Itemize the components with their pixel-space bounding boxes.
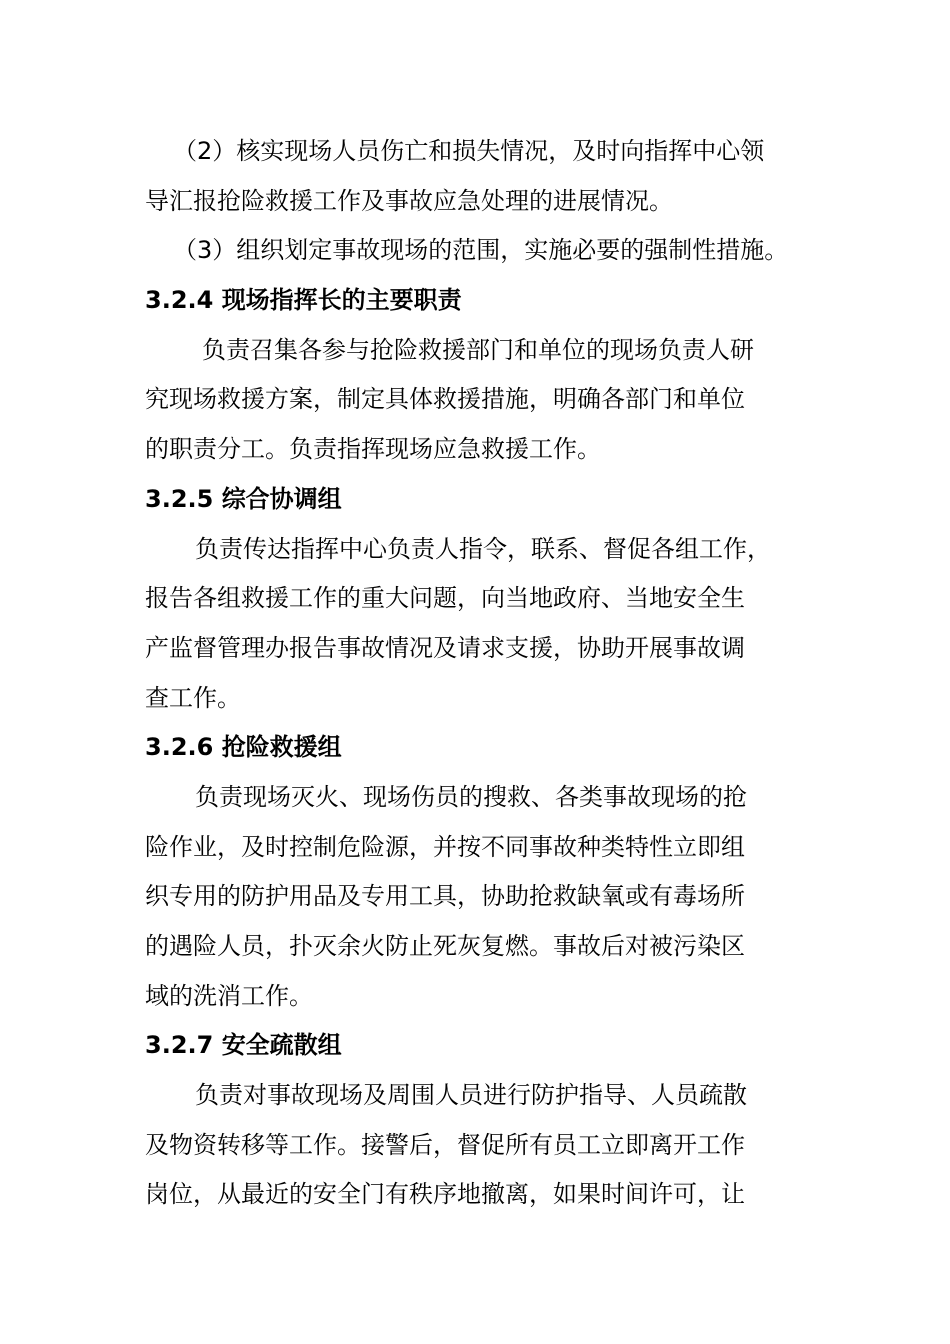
paragraph-line: 导汇报抢险救援工作及事故应急处理的进展情况。	[145, 186, 673, 215]
paragraph-line: 域的洗消工作。	[145, 981, 313, 1010]
paragraph-line: 报告各组救援工作的重大问题，向当地政府、当地安全生	[145, 584, 745, 613]
paragraph-line: 岗位，从最近的安全门有秩序地撤离，如果时间许可，让	[145, 1180, 745, 1209]
paragraph-line: 负责传达指挥中心负责人指令，联系、督促各组工作，	[195, 534, 771, 563]
paragraph-line: 的遇险人员，扑灭余火防止死灰复燃。事故后对被污染区	[145, 932, 745, 960]
paragraph-line: 险作业，及时控制危险源，并按不同事故种类特性立即组	[145, 832, 745, 861]
paragraph-line: （3）组织划定事故现场的范围，实施必要的强制性措施。	[173, 236, 789, 265]
paragraph-line: 负责现场灭火、现场伤员的搜救、各类事故现场的抢	[195, 782, 747, 811]
paragraph-line: （2）核实现场人员伤亡和损失情况，及时向指挥中心领	[173, 137, 765, 165]
paragraph-line: 的职责分工。负责指挥现场应急救援工作。	[145, 435, 601, 464]
paragraph-line: 产监督管理办报告事故情况及请求支援，协助开展事故调	[145, 633, 745, 662]
paragraph-line: 查工作。	[145, 683, 241, 712]
document-page	[145, 127, 835, 1220]
section-heading-3-2-6: 3.2.6 抢险救援组	[145, 733, 342, 762]
paragraph-line: 及物资转移等工作。接警后，督促所有员工立即离开工作	[145, 1130, 745, 1159]
section-heading-3-2-4: 3.2.4 现场指挥长的主要职责	[145, 286, 462, 315]
paragraph-line: 负责对事故现场及周围人员进行防护指导、人员疏散	[195, 1081, 747, 1110]
section-heading-3-2-7: 3.2.7 安全疏散组	[145, 1031, 342, 1060]
paragraph-line: 究现场救援方案，制定具体救援措施，明确各部门和单位	[145, 385, 745, 414]
paragraph-line: 织专用的防护用品及专用工具，协助抢救缺氧或有毒场所	[145, 882, 745, 911]
section-heading-3-2-5: 3.2.5 综合协调组	[145, 484, 342, 513]
paragraph-line: 负责召集各参与抢险救援部门和单位的现场负责人研	[202, 335, 754, 364]
